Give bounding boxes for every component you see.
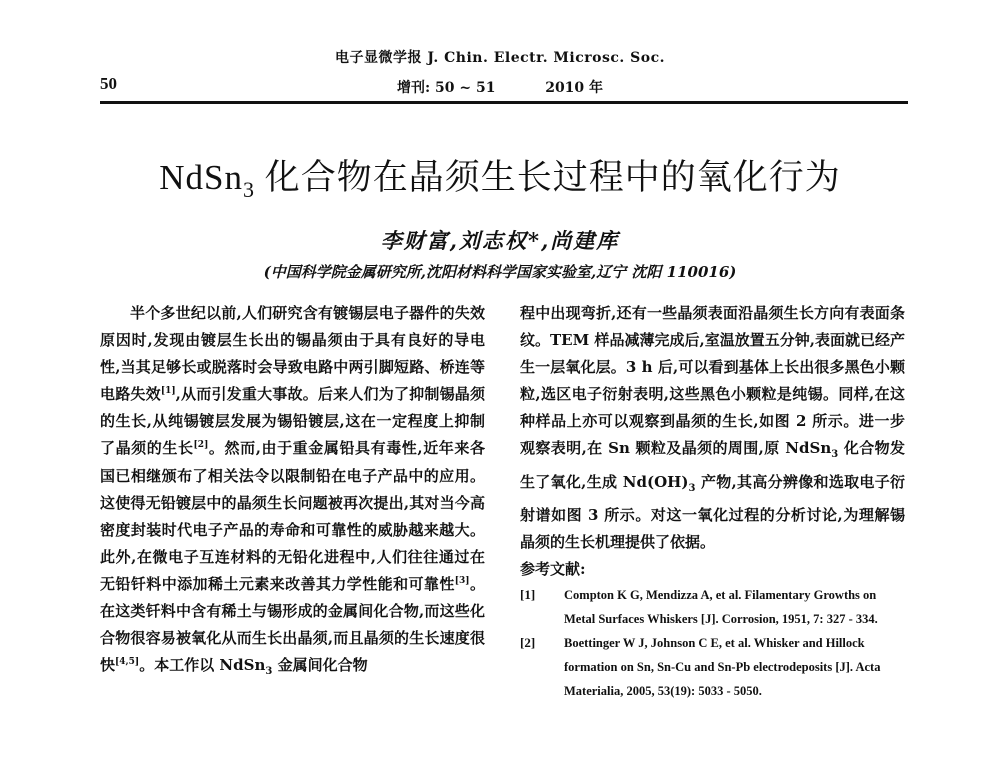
issue-year: 2010 年 [545,80,604,96]
right-column [520,300,905,703]
issue-info [0,77,1000,97]
references-heading: 参考文献: [520,559,586,578]
formula-sub: 3 [688,482,696,494]
citation: [3] [454,575,470,586]
citation: [1] [160,386,176,397]
formula-sub: 3 [265,666,273,678]
text-segment: 金属间化合物 [272,656,368,675]
paper-title [0,150,1000,203]
text-segment: 。然而,由于重金属铅具有毒性,近年来各国已相继颁布了相关法令以限制铅在电子产品中的应用。这使得无铅镀层中的晶须生长问题被再次提出,其对当今高密度封装时代电子产品的寿命和可靠性的威胁越来越大。此外,在微电子互连材料的无铅化进程中,人们往往通过在无铅钎料中添加稀土元素来改善其力学性能和可靠性 [100,439,485,593]
title-formula-sub: 3 [242,177,255,202]
intro-paragraph [100,300,485,685]
citation: [4,5] [115,657,140,668]
reference-item [520,583,905,631]
text-segment: ,从而引发重大事故。后来人们为了抑制锡晶须的生长,从纯锡镀层发展为锡铅镀层,这在一定程度上抑制了晶须的生长 [100,385,485,458]
reference-item [520,631,905,703]
title-formula: NdSn [159,158,243,197]
text-segment: 。本工作以 NdSn [139,656,266,675]
journal-name: 电子显微学报 J. Chin. Electr. Microsc. Soc. [334,50,665,66]
left-column [100,300,485,685]
reference-number: [1] [520,586,536,602]
authors: 李财富,刘志权*,尚建库 [380,228,620,253]
citation: [2] [193,440,209,451]
text-segment: 产物,其高分辨像和选取电子衍射谱如图 3 所示。对这一氧化过程的分析讨论,为理解锡晶须的生长机理提供了依据。 [520,472,906,551]
affiliation: (中国科学院金属研究所,沈阳材料科学国家实验室,辽宁 沈阳 110016) [263,263,737,281]
text-segment: 。在这类钎料中含有稀土与锡形成的金属间化合物,而这些化合物很容易被氧化从而生长出晶须,而且晶须的生长速度很快 [100,574,485,675]
formula-sub: 3 [831,449,839,461]
reference-text: Boettinger W J, Johnson C E, et al. Whisker and Hillock formation on Sn, Sn-Cu and Sn-Pb electrodeposits [J]. Acta Materialia, 2005, 53(19): 5033 - 5050. [564,635,881,698]
results-paragraph [520,300,905,556]
reference-text: Compton K G, Mendizza A, et al. Filamentary Growths on Metal Surfaces Whiskers [J]. Corrosion, 1951, 7: 327 - 334. [564,587,878,626]
title-text: 化合物在晶须生长过程中的氧化行为 [254,158,841,197]
header-rule [100,101,908,104]
text-segment: 化合物发生了氧化,生成 Nd(OH) [520,439,905,491]
text-segment: 程中出现弯折,还有一些晶须表面沿晶须生长方向有表面条纹。TEM 样品减薄完成后,室温放置五分钟,表面就已经产生一层氧化层。3 h 后,可以看到基体上长出很多黑色小颗粒,选区电子衍射表明,这些黑色小颗粒是纯锡。同样,在这种样品上亦可以观察到晶须的生长,如图 2 所示。进一步观察表明,在 Sn 颗粒及晶须的周围,原 NdSn [520,304,905,458]
issue-pages: 增刊: 50 ~ 51 [396,80,496,96]
reference-number: [2] [520,634,536,650]
page-number: 50 [100,74,117,93]
text-segment: 半个多世纪以前,人们研究含有镀锡层电子器件的失效原因时,发现由镀层生长出的锡晶须由于具有良好的导电性,当其足够长或脱落时会导致电路中两引脚短路、桥连等电路失效 [100,304,485,404]
